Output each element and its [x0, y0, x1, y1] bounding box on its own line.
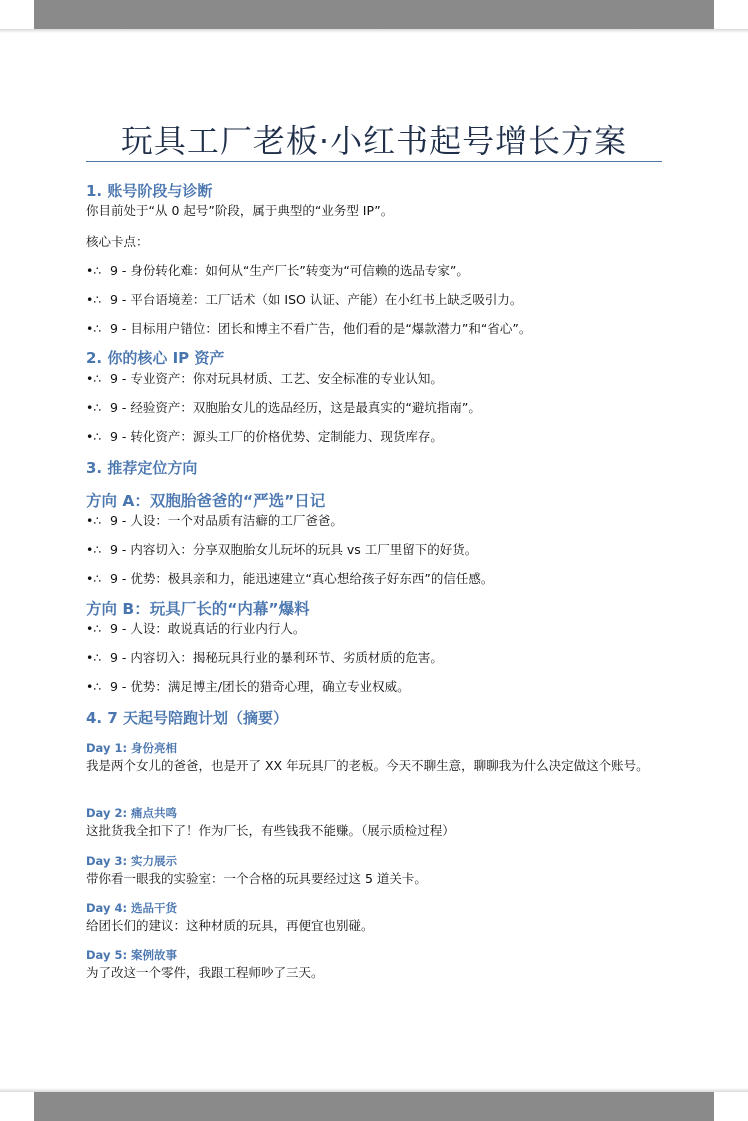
list-item — [86, 649, 443, 666]
list-item — [86, 320, 531, 337]
bullet-mark: •∴ — [86, 571, 102, 586]
list-item-text: 9 - 内容切入：分享双胞胎女儿玩坏的玩具 vs 工厂里留下的好货。 — [110, 542, 478, 557]
viewer-bottom-bar — [34, 1092, 714, 1121]
list-item — [86, 399, 481, 416]
day-label: Day 4: 选品干货 — [86, 901, 178, 915]
list-item-text: 9 - 人设：一个对品质有洁癖的工厂爸爸。 — [110, 513, 343, 528]
list-item-text: 9 - 目标用户错位：团长和博主不看广告，他们看的是“爆款潜力”和“省心”。 — [110, 321, 532, 336]
title-underline — [86, 161, 662, 162]
list-item — [86, 541, 477, 558]
bullet-mark: •∴ — [86, 400, 102, 415]
list-item-text: 9 - 优势：极具亲和力，能迅速建立“真心想给孩子好东西”的信任感。 — [110, 571, 494, 586]
list-item — [86, 570, 493, 587]
section-1-intro: 你目前处于“从 0 起号”阶段，属于典型的“业务型 IP”。 — [86, 203, 394, 218]
day-text: 这批货我全扣下了！作为厂长，有些钱我不能赚。（展示质检过程） — [86, 823, 455, 838]
day-text: 为了改这一个零件，我跟工程师吵了三天。 — [86, 965, 324, 980]
direction-a-heading: 方向 A：双胞胎爸爸的“严选”日记 — [86, 492, 326, 510]
list-item-text: 9 - 经验资产：双胞胎女儿的选品经历，这是最真实的“避坑指南”。 — [110, 400, 481, 415]
day-text: 我是两个女儿的爸爸，也是开了 XX 年玩具厂的老板。今天不聊生意，聊聊我为什么决定做这个账号。 — [86, 758, 649, 773]
bullet-mark: •∴ — [86, 679, 102, 694]
day-label: Day 3: 实力展示 — [86, 854, 178, 868]
list-item-text: 9 - 优势：满足博主/团长的猎奇心理，确立专业权威。 — [110, 679, 410, 694]
bullet-mark: •∴ — [86, 650, 102, 665]
bullet-mark: •∴ — [86, 621, 102, 636]
list-item — [86, 678, 410, 695]
bullet-mark: •∴ — [86, 513, 102, 528]
list-item-text: 9 - 人设：敢说真话的行业内行人。 — [110, 621, 306, 636]
day-label: Day 5: 案例故事 — [86, 948, 178, 962]
bullet-mark: •∴ — [86, 429, 102, 444]
day-label: Day 1: 身份亮相 — [86, 741, 178, 755]
section-3-heading: 3. 推荐定位方向 — [86, 459, 198, 477]
bullet-mark: •∴ — [86, 371, 102, 386]
list-item — [86, 370, 443, 387]
bullet-mark: •∴ — [86, 321, 102, 336]
list-item — [86, 428, 443, 445]
list-item — [86, 512, 343, 529]
day-text: 带你看一眼我的实验室：一个合格的玩具要经过这 5 道关卡。 — [86, 871, 427, 886]
section-1-heading: 1. 账号阶段与诊断 — [86, 182, 213, 200]
day-text: 给团长们的建议：这种材质的玩具，再便宜也别碰。 — [86, 918, 374, 933]
list-item — [86, 620, 305, 637]
list-item — [86, 291, 522, 308]
bullet-mark: •∴ — [86, 292, 102, 307]
list-item-text: 9 - 身份转化难：如何从“生产厂长”转变为“可信赖的选品专家”。 — [110, 263, 469, 278]
page-title: 玩具工厂老板·小红书起号增长方案 — [120, 122, 628, 160]
direction-b-heading: 方向 B：玩具厂长的“内幕”爆料 — [86, 600, 310, 618]
list-item-text: 9 - 内容切入：揭秘玩具行业的暴利环节、劣质材质的危害。 — [110, 650, 443, 665]
section-2-heading: 2. 你的核心 IP 资产 — [86, 349, 225, 367]
bullet-mark: •∴ — [86, 542, 102, 557]
section-4-heading: 4. 7 天起号陪跑计划（摘要） — [86, 709, 289, 727]
list-item-text: 9 - 转化资产：源头工厂的价格优势、定制能力、现货库存。 — [110, 429, 443, 444]
day-label: Day 2: 痛点共鸣 — [86, 806, 178, 820]
section-1-subhead: 核心卡点： — [86, 234, 149, 249]
bullet-mark: •∴ — [86, 263, 102, 278]
list-item-text: 9 - 专业资产：你对玩具材质、工艺、安全标准的专业认知。 — [110, 371, 443, 386]
list-item — [86, 262, 469, 279]
list-item-text: 9 - 平台语境差：工厂话术（如 ISO 认证、产能）在小红书上缺乏吸引力。 — [110, 292, 523, 307]
